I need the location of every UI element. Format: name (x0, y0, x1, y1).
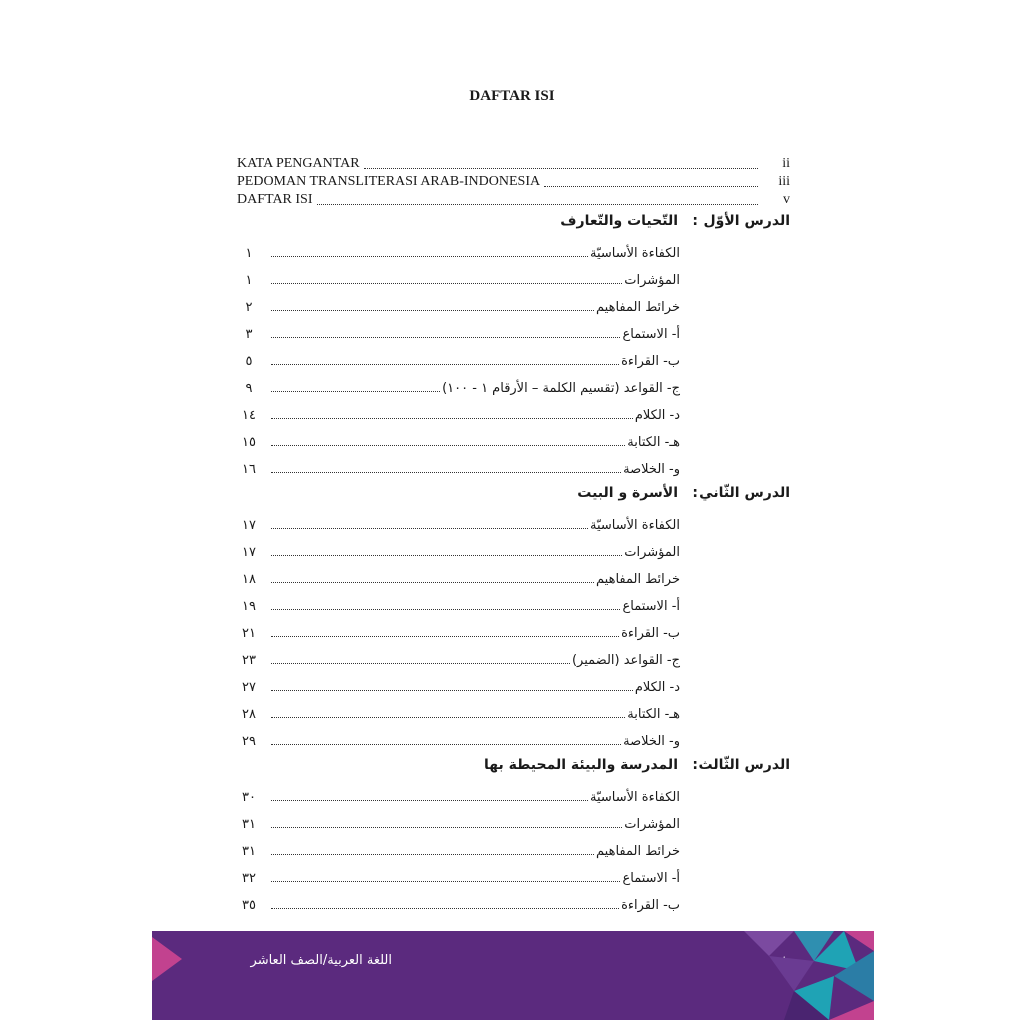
toc-entry-label: المؤشرات (624, 817, 680, 832)
dot-leader (271, 880, 620, 882)
toc-entry[interactable] (237, 266, 680, 288)
dot-leader (271, 471, 621, 473)
dot-leader (271, 799, 588, 801)
toc-entry-page: ٣٢ (242, 871, 256, 886)
toc-entry[interactable] (237, 810, 680, 832)
toc-entry[interactable] (237, 401, 680, 423)
toc-entry[interactable] (237, 320, 680, 342)
toc-entry-label: خرائط المفاهيم (596, 572, 680, 587)
toc-entry[interactable] (237, 347, 680, 369)
toc-entry-page: ١٧ (242, 518, 256, 533)
toc-entry-label: و- الخلاصة (623, 734, 680, 749)
lesson-colon: : (692, 757, 698, 773)
lesson-name: الدرس الثّاني (699, 485, 790, 501)
dot-leader (271, 363, 619, 365)
toc-front-label: KATA PENGANTAR (237, 156, 360, 171)
toc-entry-label: الكفاءة الأساسيّة (589, 246, 680, 261)
toc-entry-page: ١٧ (242, 545, 256, 560)
toc-front-page: iii (778, 174, 790, 189)
toc-entry-label: المؤشرات (624, 273, 680, 288)
dot-leader (271, 554, 622, 556)
dot-leader (271, 282, 622, 284)
lesson-heading[interactable] (500, 213, 790, 239)
toc-entry[interactable] (237, 783, 680, 805)
dot-leader (271, 581, 594, 583)
toc-entry-page: ٢ (245, 300, 253, 315)
dot-leader (271, 417, 633, 419)
toc-entry[interactable] (237, 646, 680, 668)
toc-entry[interactable] (237, 428, 680, 450)
toc-entry-label: ج- القواعد (الضمير) (571, 653, 680, 668)
toc-entry[interactable] (237, 239, 680, 261)
toc-front-page: ii (782, 156, 790, 171)
toc-entry-page: ٣١ (242, 817, 256, 832)
toc-entry-page: ٥ (245, 354, 253, 369)
toc-entry-label: هـ- الكتابة (627, 707, 680, 722)
toc-entry-label: المؤشرات (624, 545, 680, 560)
toc-entry-page: ١٤ (242, 408, 256, 423)
dot-leader (271, 826, 622, 828)
toc-entry[interactable] (237, 864, 680, 886)
toc-entry-page: ١ (245, 246, 253, 261)
lesson-topic: الأسرة و البيت (577, 485, 678, 501)
toc-entry-page: ١٦ (242, 462, 256, 477)
dot-leader (271, 390, 440, 392)
toc-entry-page: ٩ (245, 381, 253, 396)
page-title: DAFTAR ISI (469, 88, 555, 104)
lesson-name: الدرس الأوّل (703, 213, 790, 229)
toc-entry-page: ١٥ (242, 435, 256, 450)
toc-entry-page: ٣٠ (242, 790, 256, 805)
toc-entry-label: د- الكلام (634, 408, 680, 423)
toc-entry-label: أ- الاستماع (622, 599, 680, 614)
lesson-colon: : (692, 213, 698, 229)
dot-leader (271, 608, 620, 610)
toc-entry-label: أ- الاستماع (622, 327, 680, 342)
toc-entry-label: هـ- الكتابة (627, 435, 680, 450)
toc-entry-page: ١٨ (242, 572, 256, 587)
dot-leader (271, 716, 625, 718)
dot-leader (544, 185, 758, 187)
triangle-decoration-icon (152, 937, 182, 981)
dot-leader (271, 336, 620, 338)
lesson-heading[interactable] (500, 485, 790, 511)
footer-band (152, 931, 874, 1020)
toc-entry-label: الكفاءة الأساسيّة (589, 518, 680, 533)
lesson-heading[interactable] (484, 757, 790, 783)
lesson-colon: : (692, 485, 698, 501)
toc-entry-label: د- الكلام (634, 680, 680, 695)
toc-entry[interactable] (237, 592, 680, 614)
toc-entry[interactable] (237, 374, 680, 396)
footer-book-title: اللغة العربية/الصف العاشر (250, 953, 392, 968)
toc-entry-page: ٢٩ (242, 734, 256, 749)
lesson-topic: المدرسة والبيئة المحيطة بها (484, 757, 678, 773)
toc-entry-page: ٣١ (242, 844, 256, 859)
dot-leader (271, 689, 633, 691)
toc-entry-label: أ- الاستماع (622, 871, 680, 886)
toc-entry-label: ج- القواعد (تقسيم الكلمة – الأرقام ١ - ١٠٠) (442, 381, 680, 396)
dot-leader (364, 167, 758, 169)
toc-entry-page: ٣ (245, 327, 253, 342)
toc-entry[interactable] (237, 700, 680, 722)
dot-leader (271, 743, 621, 745)
toc-entry-label: ب- القراءة (621, 354, 680, 369)
toc-entry[interactable] (237, 891, 680, 913)
dot-leader (271, 527, 588, 529)
toc-entry-label: ب- القراءة (621, 898, 680, 913)
dot-leader (271, 255, 588, 257)
toc-entry-label: خرائط المفاهيم (596, 844, 680, 859)
toc-entry[interactable] (237, 565, 680, 587)
toc-entry[interactable] (237, 727, 680, 749)
toc-entry-page: ٣٥ (242, 898, 256, 913)
dot-leader (271, 662, 570, 664)
lesson-topic: التّحيات والتّعارف (560, 213, 678, 229)
toc-entry-page: ٢٨ (242, 707, 256, 722)
toc-entry-page: ٢٧ (242, 680, 256, 695)
dot-leader (271, 907, 619, 909)
lesson-name: الدرس الثّالث (698, 757, 790, 773)
dot-leader (271, 853, 594, 855)
toc-entry[interactable] (237, 619, 680, 641)
toc-entry-label: ب- القراءة (621, 626, 680, 641)
toc-entry[interactable] (237, 455, 680, 477)
toc-entry[interactable] (237, 837, 680, 859)
toc-front-item[interactable] (237, 173, 790, 190)
toc-front-item[interactable] (237, 155, 790, 172)
toc-entry-label: خرائط المفاهيم (596, 300, 680, 315)
toc-entry-label: الكفاءة الأساسيّة (589, 790, 680, 805)
toc-entry-page: ١ (245, 273, 253, 288)
toc-front-label: PEDOMAN TRANSLITERASI ARAB-INDONESIA (237, 174, 541, 189)
toc-entry[interactable] (237, 673, 680, 695)
toc-front-item[interactable] (237, 191, 790, 208)
dot-leader (317, 203, 759, 205)
toc-front-label: DAFTAR ISI (237, 192, 313, 207)
toc-entry-page: ٢١ (242, 626, 256, 641)
toc-entry-page: ٢٣ (242, 653, 256, 668)
dot-leader (271, 309, 594, 311)
toc-entry-page: ١٩ (242, 599, 256, 614)
toc-entry-label: و- الخلاصة (623, 462, 680, 477)
dot-leader (271, 635, 619, 637)
dot-leader (271, 444, 625, 446)
toc-entry[interactable] (237, 538, 680, 560)
geometric-decoration-icon (734, 931, 874, 1020)
toc-entry[interactable] (237, 293, 680, 315)
toc-front-page: v (783, 192, 790, 207)
toc-entry[interactable] (237, 511, 680, 533)
